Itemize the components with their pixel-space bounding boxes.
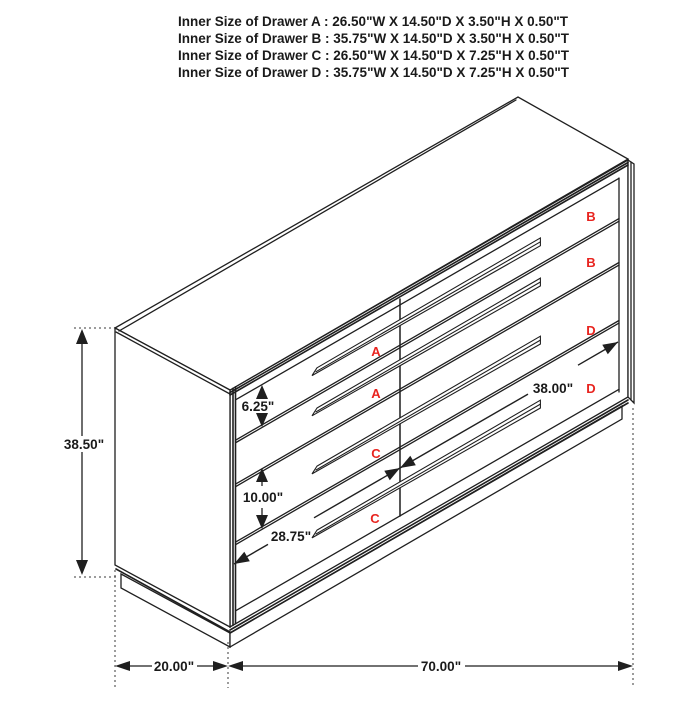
arrow-left-icon — [115, 661, 130, 671]
drawer-label-b1: B — [586, 209, 596, 224]
spec-line-drawer-a: Inner Size of Drawer A : 26.50"W X 14.50"D X 3.50"H X 0.50"T — [178, 14, 569, 29]
small-drawer-height-label: 6.25" — [241, 399, 275, 414]
arrow-right-icon — [618, 661, 633, 671]
drawer-label-c2: C — [370, 511, 380, 526]
dresser-line-art — [115, 97, 634, 647]
drawer-label-c1: C — [371, 446, 381, 461]
height-dimension — [64, 329, 104, 575]
drawer-label-a1: A — [371, 344, 381, 359]
depth-dimension-label: 20.00" — [153, 659, 195, 674]
left-section-width-label: 28.75" — [270, 529, 312, 544]
height-dimension-label: 38.50" — [63, 437, 105, 452]
right-section-width-label: 38.00" — [532, 381, 574, 396]
drawer-label-d2: D — [586, 381, 596, 396]
arrow-up-icon — [76, 329, 88, 344]
arrow-left-icon — [228, 661, 243, 671]
large-drawer-height-label: 10.00" — [242, 490, 284, 505]
drawer-label-d1: D — [586, 323, 596, 338]
arrow-down-icon — [76, 560, 88, 575]
title-block — [178, 14, 570, 80]
width-dimension-label: 70.00" — [420, 659, 462, 674]
drawer-label-b2: B — [586, 255, 596, 270]
spec-line-drawer-b: Inner Size of Drawer B : 35.75"W X 14.50"D X 3.50"H X 0.50"T — [178, 31, 570, 46]
bottom-dimensions — [115, 659, 633, 674]
drawer-label-a2: A — [371, 386, 381, 401]
spec-line-drawer-c: Inner Size of Drawer C : 26.50"W X 14.50"D X 7.25"H X 0.50"T — [178, 48, 570, 63]
arrow-right-icon — [213, 661, 228, 671]
spec-line-drawer-d: Inner Size of Drawer D : 35.75"W X 14.50"D X 7.25"H X 0.50"T — [178, 65, 570, 80]
